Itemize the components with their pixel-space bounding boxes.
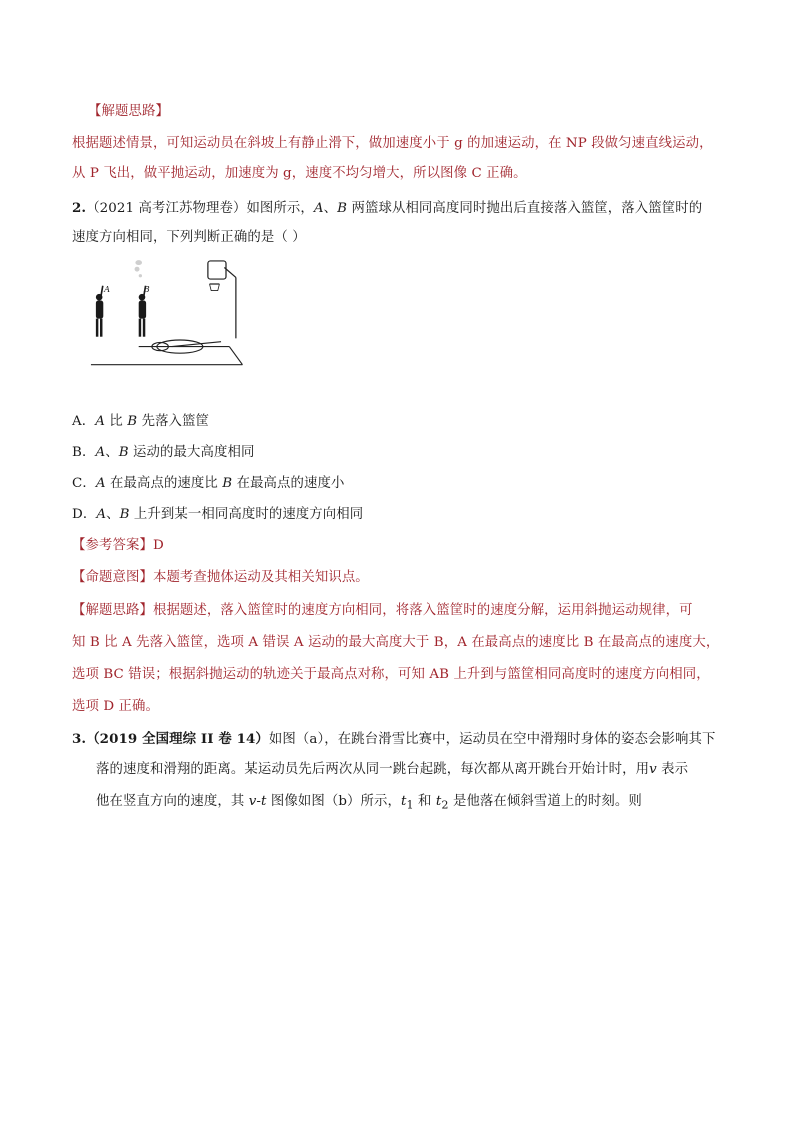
option-a-text1: 比	[105, 414, 128, 429]
question-3-text2-tail: 表示	[656, 762, 689, 777]
solution-2-line1	[72, 601, 732, 621]
question-3-var-t2-sub: 2	[441, 798, 449, 812]
question-2-stem-line1	[72, 198, 732, 219]
option-d-prefix: D．	[72, 507, 97, 522]
option-d-var1: A	[96, 507, 107, 522]
solution-heading-1: 【解题思路】	[88, 104, 169, 119]
solution-2-label: 【解题思路】	[72, 603, 153, 618]
option-b-text2: 运动的最大高度相同	[128, 445, 255, 460]
basketball-figure	[72, 256, 268, 396]
question-3-text3a: 他在竖直方向的速度，其	[96, 794, 249, 809]
option-c-var2: B	[222, 476, 233, 491]
question-2-var-b: B	[337, 201, 348, 216]
solution-2-text1: 根据题述，落入篮筐时的速度方向相同，将落入篮筐时的速度分解，运用斜抛运动规律，可	[152, 603, 693, 618]
question-3-var-t1: t	[401, 794, 407, 809]
solution-2-line2: 知 B 比 A 先落入篮筐，选项 A 错误 A 运动的最大高度大于 B，A 在最高点的速度比 B 在最高点的速度大，	[72, 635, 720, 650]
question-3-source: （2019 全国理综 II 卷 14）	[86, 731, 269, 747]
question-2-separator: 、	[323, 201, 338, 216]
option-a-var1: A	[95, 414, 106, 429]
intent-text: 本题考查抛体运动及其相关知识点。	[152, 570, 369, 585]
answer-value: D	[152, 538, 164, 553]
solution-text-1-line1: 根据题述情景，可知运动员在斜坡上有静止滑下，做加速度小于 g 的加速运动，在 NP 段做匀速直线运动，	[72, 136, 713, 151]
question-2-stem-line2: 速度方向相同，下列判断正确的是（ ）	[72, 230, 306, 245]
player-a	[96, 286, 104, 337]
basketball-hoop	[208, 261, 236, 338]
question-2-number: 2.	[72, 200, 87, 216]
court-floor	[91, 340, 243, 365]
option-c-var1: A	[95, 476, 106, 491]
option-c-text1: 在最高点的速度比	[105, 476, 223, 491]
question-3-number: 3.	[72, 731, 87, 747]
question-2-var-a: A	[313, 201, 324, 216]
question-3-var-t2: t	[435, 794, 442, 809]
label-a: A	[104, 284, 111, 295]
question-3-text3c: 和	[413, 794, 436, 809]
option-a-prefix: A．	[72, 414, 96, 429]
option-d	[72, 505, 732, 525]
option-d-var2: B	[119, 507, 130, 522]
question-2-stem-text: 如图所示，	[246, 201, 314, 216]
question-3-var-vt: v-t	[248, 794, 267, 809]
solution-2-line3: 选项 BC 错误；根据斜抛运动的轨迹关于最高点对称，可知 AB 上升到与篮筐相同高度时的速度方向相同，	[72, 667, 710, 682]
question-3-line3	[96, 792, 756, 816]
option-c-text2: 在最高点的速度小	[232, 476, 345, 491]
option-c	[72, 474, 732, 494]
intent-label: 【命题意图】	[72, 570, 153, 585]
question-2-stem-tail: 两篮球从相同高度同时抛出后直接落入篮筐，落入篮筐时的	[347, 201, 703, 216]
option-b-var1: A	[95, 445, 106, 460]
option-b-prefix: B．	[72, 445, 96, 460]
option-b	[72, 443, 732, 463]
solution-2-line4: 选项 D 正确。	[72, 699, 160, 714]
option-a	[72, 412, 732, 432]
answer-line	[72, 536, 732, 556]
question-3-text1: 如图（a），在跳台滑雪比赛中，运动员在空中滑翔时身体的姿态会影响其下	[268, 732, 716, 747]
label-b: B	[143, 284, 150, 295]
solution-text-1-line2: 从 P 飞出，做平抛运动，加速度为 g，速度不均匀增大，所以图像 C 正确。	[72, 166, 527, 181]
question-2-source: （2021 高考江苏物理卷）	[86, 201, 247, 216]
option-b-text1: 、	[105, 445, 119, 460]
question-3-text2: 落的速度和滑翔的距离。某运动员先后两次从同一跳台起跳，每次都从离开跳台开始计时，用	[96, 762, 650, 777]
question-3-var-t1-sub: 1	[406, 798, 414, 812]
ball-trail	[135, 260, 142, 277]
intent-line	[72, 568, 732, 588]
question-3-var-v: v	[649, 762, 657, 777]
option-c-prefix: C．	[72, 476, 96, 491]
option-d-text2: 上升到某一相同高度时的速度方向相同	[129, 507, 364, 522]
question-3-line2	[96, 760, 756, 780]
option-d-text1: 、	[106, 507, 120, 522]
question-3-text3d: 是他落在倾斜雪道上的时刻。则	[448, 794, 642, 809]
option-a-text2: 先落入篮筐	[137, 414, 210, 429]
answer-label: 【参考答案】	[72, 538, 153, 553]
option-a-var2: B	[127, 414, 138, 429]
option-b-var2: B	[118, 445, 129, 460]
question-3-text3b: 图像如图（b）所示，	[266, 794, 401, 809]
question-3-line1	[72, 729, 732, 750]
